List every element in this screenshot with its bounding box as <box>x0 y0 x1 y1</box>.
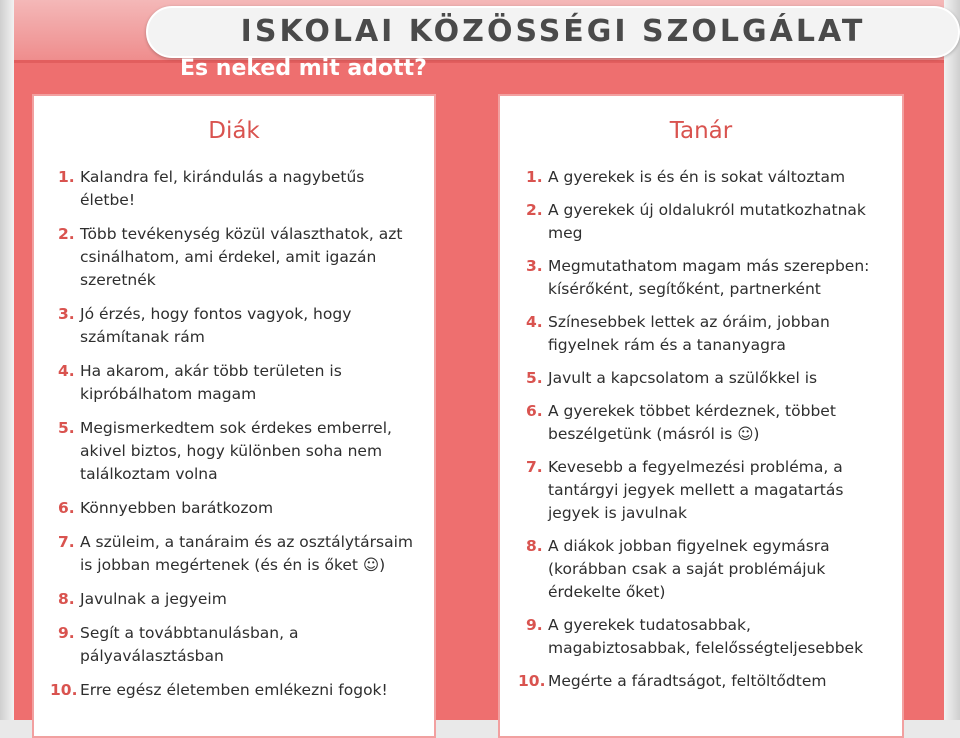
item-text: A gyerekek többet kérdeznek, többet beszélgetünk (másról is ☺) <box>548 402 836 443</box>
list-item <box>526 199 896 245</box>
item-text: A gyerekek is és én is sokat változtam <box>548 168 846 186</box>
item-text: Könnyebben barátkozom <box>80 499 274 517</box>
diak-heading: Diák <box>208 118 260 144</box>
item-number: 10. <box>518 672 546 690</box>
tanar-heading: Tanár <box>669 118 733 144</box>
item-number: 1. <box>526 168 543 186</box>
item-text: Ha akarom, akár több területen is kipróbálhatom magam <box>80 362 342 403</box>
item-number: 3. <box>58 305 75 323</box>
diak-list <box>50 166 418 713</box>
item-number: 1. <box>58 168 75 186</box>
item-text: A szüleim, a tanáraim és az osztálytársaim is jobban megértenek (és én is őket ☺) <box>80 533 413 574</box>
list-item <box>58 531 418 577</box>
item-text: Jó érzés, hogy fontos vagyok, hogy számítanak rám <box>80 305 352 346</box>
list-item <box>526 456 896 525</box>
list-item <box>526 535 896 604</box>
item-number: 4. <box>526 313 543 331</box>
item-text: Több tevékenység közül választhatok, azt csinálhatom, ami érdekel, amit igazán szeretnék <box>80 225 403 289</box>
list-item <box>50 679 418 702</box>
item-text: Megérte a fáradtságot, feltöltődtem <box>548 672 827 690</box>
left-frame <box>0 0 14 720</box>
list-item <box>58 622 418 668</box>
list-item <box>58 223 418 292</box>
item-text: Színesebbek lettek az óráim, jobban figyelnek rám és a tananyagra <box>548 313 830 354</box>
list-item <box>526 255 896 301</box>
list-item <box>526 614 896 660</box>
item-text: Kalandra fel, kirándulás a nagybetűs életbe! <box>80 168 365 209</box>
item-number: 5. <box>526 369 543 387</box>
poster <box>14 0 944 720</box>
item-text: Megmutathatom magam más szerepben: kísérőként, segítőként, partnerként <box>548 257 870 298</box>
tanar-list <box>518 166 896 703</box>
item-number: 4. <box>58 362 75 380</box>
diak-panel <box>32 94 436 738</box>
item-number: 5. <box>58 419 75 437</box>
item-text: Javult a kapcsolatom a szülőkkel is <box>548 369 818 387</box>
item-number: 9. <box>526 616 543 634</box>
list-item <box>58 303 418 349</box>
item-number: 8. <box>58 590 75 608</box>
list-item <box>58 497 418 520</box>
item-number: 7. <box>58 533 75 551</box>
item-text: Javulnak a jegyeim <box>80 590 227 608</box>
list-item <box>526 311 896 357</box>
item-number: 10. <box>50 681 78 699</box>
item-number: 8. <box>526 537 543 555</box>
item-number: 6. <box>526 402 543 420</box>
item-text: Erre egész életemben emlékezni fogok! <box>80 681 388 699</box>
item-number: 2. <box>58 225 75 243</box>
page-title: ISKOLAI KÖZÖSSÉGI SZOLGÁLAT <box>240 14 866 49</box>
list-item <box>58 360 418 406</box>
item-number: 9. <box>58 624 75 642</box>
item-number: 7. <box>526 458 543 476</box>
item-number: 3. <box>526 257 543 275</box>
list-item <box>58 166 418 212</box>
item-text: A gyerekek tudatosabbak, magabiztosabbak, felelősségteljesebbek <box>548 616 864 657</box>
list-item <box>526 166 896 189</box>
item-number: 2. <box>526 201 543 219</box>
tanar-panel <box>498 94 904 738</box>
list-item <box>58 588 418 611</box>
subtitle: Es neked mit adott? <box>180 56 427 81</box>
title-banner <box>146 6 960 58</box>
title-bar <box>14 0 944 63</box>
list-item <box>526 400 896 446</box>
item-text: A gyerekek új oldalukról mutatkozhatnak meg <box>548 201 866 242</box>
list-item <box>518 670 896 693</box>
right-frame <box>944 0 960 720</box>
list-item <box>58 417 418 486</box>
list-item <box>526 367 896 390</box>
item-number: 6. <box>58 499 75 517</box>
item-text: Kevesebb a fegyelmezési probléma, a tantárgyi jegyek mellett a magatartás jegyek is javulnak <box>548 458 844 522</box>
item-text: Megismerkedtem sok érdekes emberrel, akivel biztos, hogy különben soha nem találkoztam volna <box>80 419 392 483</box>
item-text: A diákok jobban figyelnek egymásra (korábban csak a saját problémájuk érdekelte őket) <box>548 537 830 601</box>
item-text: Segít a továbbtanulásban, a pályaválasztásban <box>80 624 299 665</box>
